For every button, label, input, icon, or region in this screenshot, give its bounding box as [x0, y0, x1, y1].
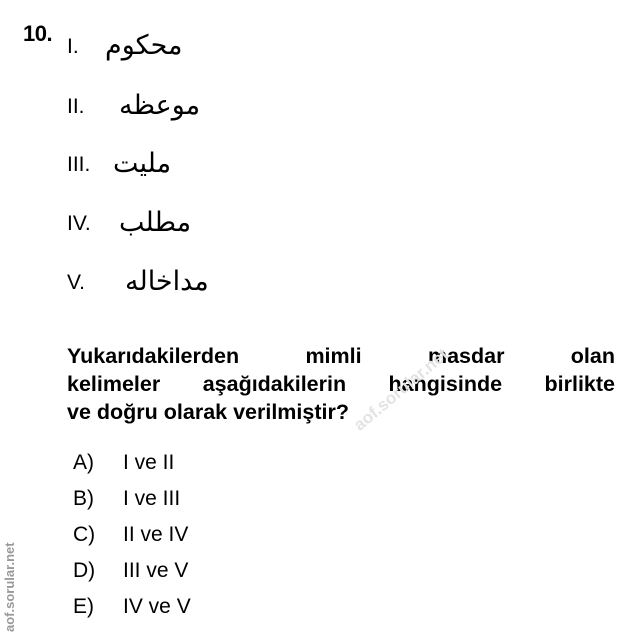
- watermark-side: aof.sorular.net: [2, 542, 17, 632]
- option-a[interactable]: [73, 451, 174, 481]
- option-text: III ve V: [123, 559, 189, 582]
- option-e[interactable]: [73, 595, 191, 625]
- item-1: [67, 25, 267, 65]
- item-3: [67, 143, 267, 183]
- question-number: 10.: [23, 21, 53, 46]
- item-5: [67, 261, 267, 301]
- item-roman-numeral: I.: [67, 35, 79, 58]
- question-stem: [67, 342, 615, 426]
- item-roman-numeral: IV.: [67, 212, 91, 235]
- option-text: IV ve V: [123, 595, 191, 618]
- item-roman-numeral: V.: [67, 271, 85, 294]
- item-arabic-word: محكوم: [105, 30, 183, 61]
- option-b[interactable]: [73, 487, 180, 517]
- item-arabic-word: موعظه: [119, 90, 201, 121]
- item-arabic-word: مطلب: [119, 207, 192, 238]
- stem-line: kelimeler aşağıdakilerin hangisinde birlikte: [67, 372, 615, 396]
- option-letter: A): [73, 451, 94, 474]
- option-text: II ve IV: [123, 523, 189, 546]
- option-text: I ve II: [123, 451, 175, 474]
- item-roman-numeral: III.: [67, 153, 91, 176]
- watermark-diagonal: aof.sorular.net: [350, 344, 452, 435]
- option-d[interactable]: [73, 559, 188, 589]
- stem-line: ve doğru olarak verilmiştir?: [67, 400, 349, 424]
- stem-line: Yukarıdakilerden mimli masdar olan: [67, 344, 615, 368]
- option-letter: B): [73, 487, 94, 510]
- item-4: [67, 202, 267, 242]
- item-2: [67, 85, 267, 125]
- option-letter: C): [73, 523, 96, 546]
- option-text: I ve III: [123, 487, 181, 510]
- item-arabic-word: مداخاله: [125, 266, 209, 297]
- item-roman-numeral: II.: [67, 95, 85, 118]
- option-letter: E): [73, 595, 94, 618]
- item-arabic-word: مليت: [113, 148, 172, 179]
- option-letter: D): [73, 559, 96, 582]
- option-c[interactable]: [73, 523, 188, 553]
